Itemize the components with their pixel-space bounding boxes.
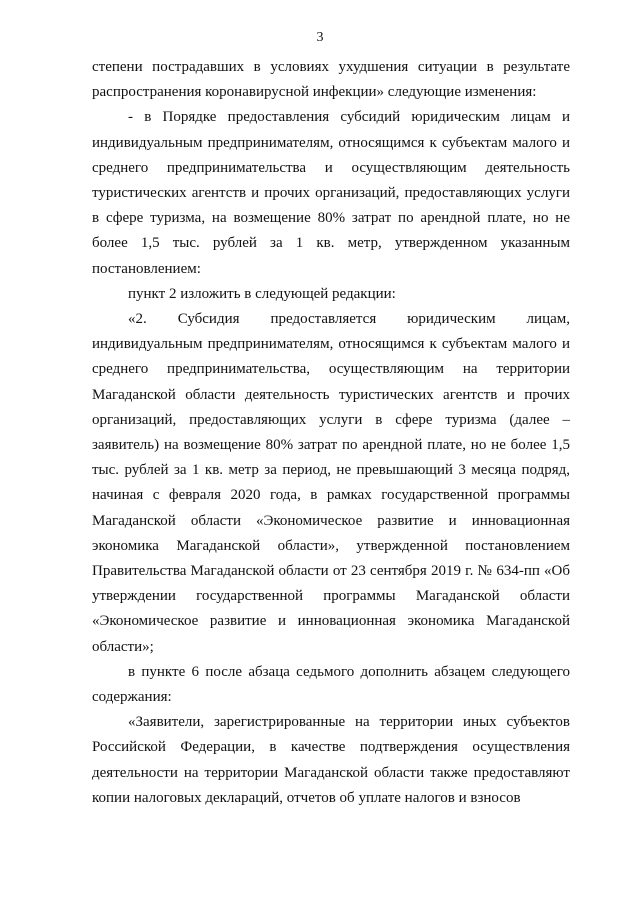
paragraph-4: «2. Субсидия предоставляется юридическим лицам, индивидуальным предпринимателям, относящимся к субъектам малого и среднего предпринимательства, осуществляющим на территории Магаданской области деятельность туристических агентств и прочих организаций, предоставляющих услуги в сфере туризма (далее – заявитель) на возмещение 80% затрат по арендной плате, но не более 1,5 тыс. рублей за 1 кв. метр за период, не превышающий 3 месяца подряд, начиная с февраля 2020 года, в рамках государственной программы Магаданской области «Экономическое развитие и инновационная экономика Магаданской области», утвержденной постановлением Правительства Магаданской области от 23 сентября 2019 г. № 634-пп «Об утверждении государственной программы Магаданской области «Экономическое развитие и инновационная экономика Магаданской области»;	[92, 311, 570, 655]
paragraph-5: в пункте 6 после абзаца седьмого дополнить абзацем следующего содержания:	[92, 663, 570, 706]
paragraph-6: «Заявители, зарегистрированные на территории иных субъектов Российской Федерации, в качестве подтверждения осуществления деятельности на территории Магаданской области также предоставляют копии налоговых деклараций, отчетов об уплате налогов и взносов	[92, 714, 570, 806]
paragraph-2: - в Порядке предоставления субсидий юридическим лицам и индивидуальным предпринимателям, относящимся к субъектам малого и среднего предпринимательства и осуществляющим деятельность туристических агентств и прочих организаций, предоставляющих услуги в сфере туризма, на возмещение 80% затрат по арендной плате, но не более 1,5 тыс. рублей за 1 кв. метр, утвержденном указанным постановлением:	[92, 109, 570, 277]
document-body	[92, 55, 570, 811]
page-number: 3	[316, 30, 324, 45]
paragraph-1: степени пострадавших в условиях ухудшения ситуации в результате распространения коронавирусной инфекции» следующие изменения:	[92, 59, 570, 101]
paragraph-3: пункт 2 изложить в следующей редакции:	[128, 285, 396, 302]
